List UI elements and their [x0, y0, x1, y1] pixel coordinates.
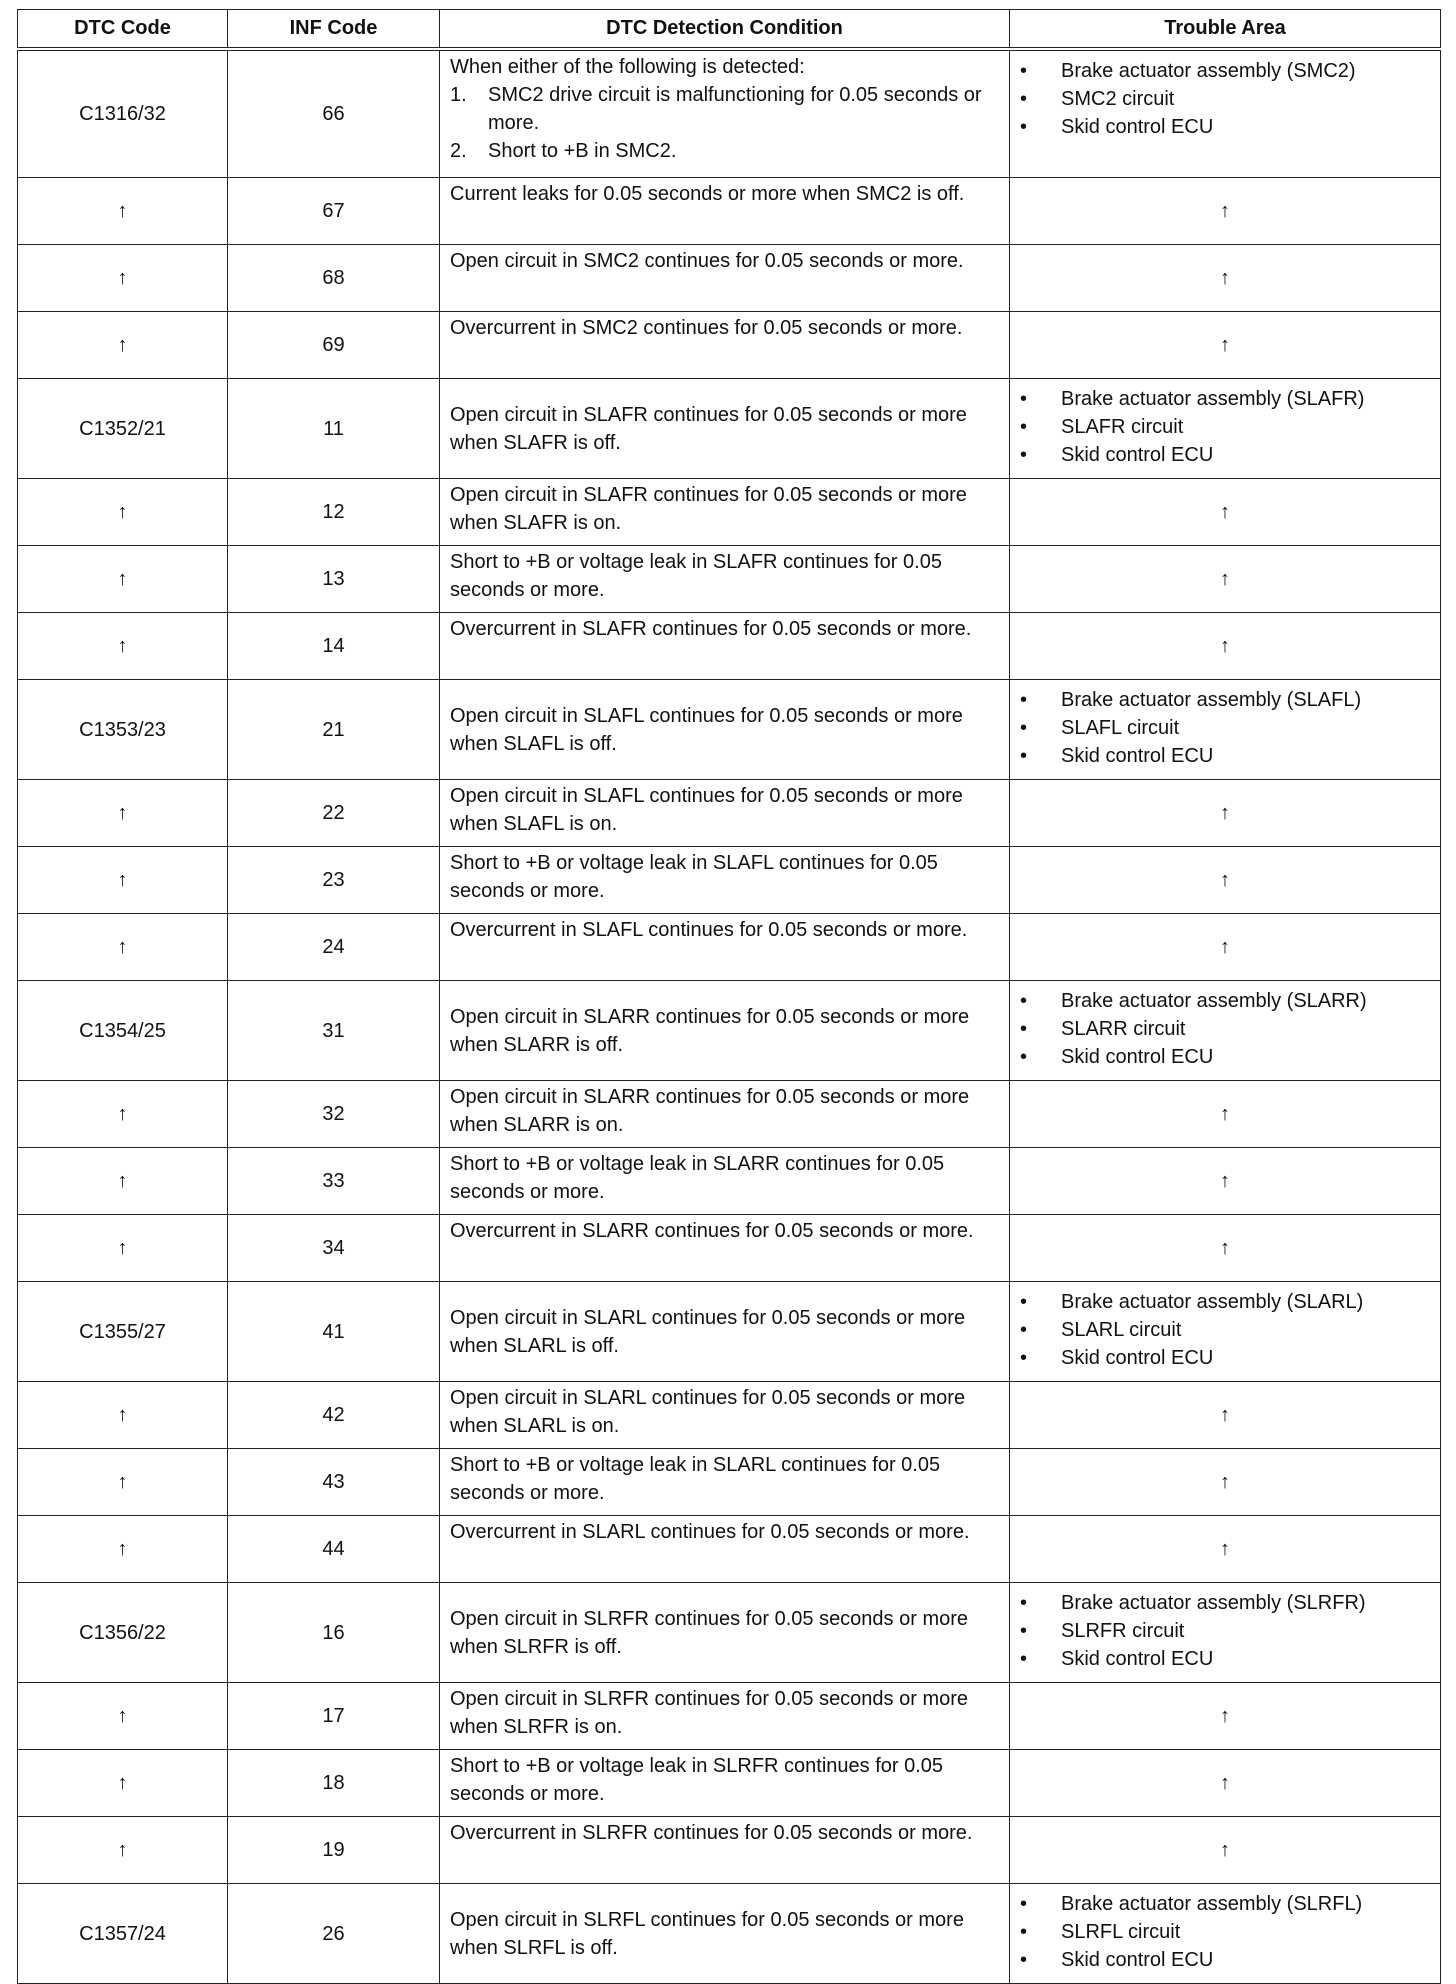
header-trouble-area: Trouble Area	[1010, 10, 1441, 50]
table-row	[18, 1081, 1441, 1148]
same-as-above-mark: ↑	[18, 1516, 228, 1583]
trouble-area-item: • Skid control ECU	[1020, 1043, 1432, 1071]
dtc-code-cell: C1357/24	[18, 1884, 228, 1984]
detection-condition-cell: Open circuit in SLARL continues for 0.05 seconds or more when SLARL is off.	[440, 1282, 1010, 1382]
detection-condition-cell: Open circuit in SLARR continues for 0.05 seconds or more when SLARR is on.	[440, 1081, 1010, 1148]
table-row	[18, 1683, 1441, 1750]
same-as-above-mark: ↑	[1010, 546, 1441, 613]
same-as-above-mark: ↑	[18, 1148, 228, 1215]
same-as-above-mark: ↑	[18, 1081, 228, 1148]
same-as-above-mark: ↑	[18, 1449, 228, 1516]
detection-condition-cell: Open circuit in SLRFL continues for 0.05 seconds or more when SLRFL is off.	[440, 1884, 1010, 1984]
inf-code-cell: 43	[228, 1449, 440, 1516]
dtc-code-cell: C1356/22	[18, 1583, 228, 1683]
same-as-above-mark: ↑	[18, 1683, 228, 1750]
same-as-above-mark: ↑	[1010, 847, 1441, 914]
table-row	[18, 1817, 1441, 1884]
trouble-area-item: • SLAFR circuit	[1020, 413, 1432, 441]
detection-condition-cell: Short to +B or voltage leak in SLAFR continues for 0.05 seconds or more.	[440, 546, 1010, 613]
table-row	[18, 312, 1441, 379]
detection-condition-cell: Open circuit in SLAFL continues for 0.05 seconds or more when SLAFL is on.	[440, 780, 1010, 847]
same-as-above-mark: ↑	[1010, 780, 1441, 847]
inf-code-cell: 14	[228, 613, 440, 680]
same-as-above-mark: ↑	[1010, 1683, 1441, 1750]
detection-condition-cell: Short to +B or voltage leak in SLARR continues for 0.05 seconds or more.	[440, 1148, 1010, 1215]
same-as-above-mark: ↑	[1010, 245, 1441, 312]
header-inf-code: INF Code	[228, 10, 440, 50]
inf-code-cell: 68	[228, 245, 440, 312]
detection-condition-cell: Open circuit in SLARL continues for 0.05 seconds or more when SLARL is on.	[440, 1382, 1010, 1449]
trouble-area-cell	[1010, 49, 1441, 178]
same-as-above-mark: ↑	[18, 1817, 228, 1884]
trouble-area-cell	[1010, 1583, 1441, 1683]
trouble-area-item: • SLRFL circuit	[1020, 1918, 1432, 1946]
same-as-above-mark: ↑	[18, 312, 228, 379]
same-as-above-mark: ↑	[1010, 312, 1441, 379]
table-row	[18, 613, 1441, 680]
table-row	[18, 479, 1441, 546]
table-row	[18, 680, 1441, 780]
detection-condition-cell: Overcurrent in SLARL continues for 0.05 seconds or more.	[440, 1516, 1010, 1583]
same-as-above-mark: ↑	[18, 178, 228, 245]
same-as-above-mark: ↑	[18, 546, 228, 613]
same-as-above-mark: ↑	[1010, 914, 1441, 981]
table-row	[18, 780, 1441, 847]
same-as-above-mark: ↑	[1010, 178, 1441, 245]
detection-condition-cell: Short to +B or voltage leak in SLARL continues for 0.05 seconds or more.	[440, 1449, 1010, 1516]
trouble-area-item: • Brake actuator assembly (SLARR)	[1020, 987, 1432, 1015]
dtc-table	[17, 9, 1441, 1984]
inf-code-cell: 41	[228, 1282, 440, 1382]
table-row	[18, 49, 1441, 178]
table-row	[18, 1884, 1441, 1984]
detection-condition-cell: Open circuit in SLAFL continues for 0.05 seconds or more when SLAFL is off.	[440, 680, 1010, 780]
trouble-area-item: • SMC2 circuit	[1020, 85, 1432, 113]
detection-condition-cell: Overcurrent in SLARR continues for 0.05 seconds or more.	[440, 1215, 1010, 1282]
same-as-above-mark: ↑	[1010, 479, 1441, 546]
detection-condition-cell	[440, 49, 1010, 178]
same-as-above-mark: ↑	[18, 1750, 228, 1817]
inf-code-cell: 26	[228, 1884, 440, 1984]
inf-code-cell: 66	[228, 49, 440, 178]
same-as-above-mark: ↑	[1010, 1516, 1441, 1583]
dtc-code-cell: C1354/25	[18, 981, 228, 1081]
detection-condition-cell: Open circuit in SMC2 continues for 0.05 seconds or more.	[440, 245, 1010, 312]
trouble-area-item: • Brake actuator assembly (SLARL)	[1020, 1288, 1432, 1316]
trouble-area-cell	[1010, 1884, 1441, 1984]
table-row	[18, 379, 1441, 479]
detection-condition-cell: Current leaks for 0.05 seconds or more when SMC2 is off.	[440, 178, 1010, 245]
inf-code-cell: 69	[228, 312, 440, 379]
table-row	[18, 245, 1441, 312]
trouble-area-item: • SLAFL circuit	[1020, 714, 1432, 742]
same-as-above-mark: ↑	[1010, 1750, 1441, 1817]
trouble-area-item: • Brake actuator assembly (SMC2)	[1020, 57, 1432, 85]
trouble-area-item: • SLARR circuit	[1020, 1015, 1432, 1043]
inf-code-cell: 34	[228, 1215, 440, 1282]
same-as-above-mark: ↑	[1010, 1382, 1441, 1449]
header-dtc-code: DTC Code	[18, 10, 228, 50]
dtc-code-cell: C1352/21	[18, 379, 228, 479]
detection-condition-cell: Open circuit in SLARR continues for 0.05 seconds or more when SLARR is off.	[440, 981, 1010, 1081]
trouble-area-item: • Brake actuator assembly (SLRFR)	[1020, 1589, 1432, 1617]
same-as-above-mark: ↑	[1010, 1215, 1441, 1282]
inf-code-cell: 67	[228, 178, 440, 245]
trouble-area-item: • SLARL circuit	[1020, 1316, 1432, 1344]
trouble-area-item: • Brake actuator assembly (SLAFL)	[1020, 686, 1432, 714]
inf-code-cell: 19	[228, 1817, 440, 1884]
condition-item: 1. SMC2 drive circuit is malfunctioning for 0.05 seconds or more.	[450, 84, 982, 134]
condition-intro: When either of the following is detected:	[450, 56, 805, 78]
dtc-code-cell: C1353/23	[18, 680, 228, 780]
detection-condition-cell: Overcurrent in SLAFR continues for 0.05 seconds or more.	[440, 613, 1010, 680]
table-row	[18, 1215, 1441, 1282]
trouble-area-item: • Skid control ECU	[1020, 742, 1432, 770]
detection-condition-cell: Overcurrent in SLRFR continues for 0.05 seconds or more.	[440, 1817, 1010, 1884]
trouble-area-cell	[1010, 680, 1441, 780]
table-row	[18, 1449, 1441, 1516]
same-as-above-mark: ↑	[18, 914, 228, 981]
trouble-area-cell	[1010, 379, 1441, 479]
same-as-above-mark: ↑	[1010, 1148, 1441, 1215]
detection-condition-cell: Open circuit in SLAFR continues for 0.05 seconds or more when SLAFR is off.	[440, 379, 1010, 479]
inf-code-cell: 12	[228, 479, 440, 546]
same-as-above-mark: ↑	[1010, 1449, 1441, 1516]
same-as-above-mark: ↑	[1010, 1817, 1441, 1884]
condition-list	[450, 81, 999, 165]
table-row	[18, 1282, 1441, 1382]
table-row	[18, 1382, 1441, 1449]
table-row	[18, 847, 1441, 914]
same-as-above-mark: ↑	[1010, 1081, 1441, 1148]
table-row	[18, 1516, 1441, 1583]
detection-condition-cell: Overcurrent in SLAFL continues for 0.05 seconds or more.	[440, 914, 1010, 981]
inf-code-cell: 44	[228, 1516, 440, 1583]
same-as-above-mark: ↑	[1010, 613, 1441, 680]
trouble-area-item: • Skid control ECU	[1020, 1645, 1432, 1673]
same-as-above-mark: ↑	[18, 780, 228, 847]
table-row	[18, 1750, 1441, 1817]
dtc-code-cell: C1316/32	[18, 49, 228, 178]
inf-code-cell: 16	[228, 1583, 440, 1683]
same-as-above-mark: ↑	[18, 245, 228, 312]
inf-code-cell: 21	[228, 680, 440, 780]
detection-condition-cell: Open circuit in SLRFR continues for 0.05 seconds or more when SLRFR is off.	[440, 1583, 1010, 1683]
detection-condition-cell: Open circuit in SLRFR continues for 0.05 seconds or more when SLRFR is on.	[440, 1683, 1010, 1750]
header-detection-condition: DTC Detection Condition	[440, 10, 1010, 50]
detection-condition-cell: Short to +B or voltage leak in SLAFL continues for 0.05 seconds or more.	[440, 847, 1010, 914]
trouble-area-item: • SLRFR circuit	[1020, 1617, 1432, 1645]
trouble-area-cell	[1010, 1282, 1441, 1382]
table-row	[18, 1583, 1441, 1683]
same-as-above-mark: ↑	[18, 1215, 228, 1282]
inf-code-cell: 11	[228, 379, 440, 479]
detection-condition-cell: Short to +B or voltage leak in SLRFR continues for 0.05 seconds or more.	[440, 1750, 1010, 1817]
table-row	[18, 1148, 1441, 1215]
inf-code-cell: 33	[228, 1148, 440, 1215]
inf-code-cell: 17	[228, 1683, 440, 1750]
trouble-area-item: • Skid control ECU	[1020, 113, 1432, 141]
inf-code-cell: 13	[228, 546, 440, 613]
inf-code-cell: 18	[228, 1750, 440, 1817]
trouble-area-item: • Skid control ECU	[1020, 1344, 1432, 1372]
trouble-area-cell	[1010, 981, 1441, 1081]
table-row	[18, 546, 1441, 613]
inf-code-cell: 24	[228, 914, 440, 981]
detection-condition-cell: Open circuit in SLAFR continues for 0.05 seconds or more when SLAFR is on.	[440, 479, 1010, 546]
dtc-code-cell: C1355/27	[18, 1282, 228, 1382]
header-row	[18, 10, 1441, 50]
inf-code-cell: 42	[228, 1382, 440, 1449]
same-as-above-mark: ↑	[18, 479, 228, 546]
trouble-area-item: • Brake actuator assembly (SLRFL)	[1020, 1890, 1432, 1918]
trouble-area-item: • Skid control ECU	[1020, 441, 1432, 469]
same-as-above-mark: ↑	[18, 1382, 228, 1449]
table-row	[18, 178, 1441, 245]
table-row	[18, 981, 1441, 1081]
same-as-above-mark: ↑	[18, 613, 228, 680]
trouble-area-item: • Brake actuator assembly (SLAFR)	[1020, 385, 1432, 413]
same-as-above-mark: ↑	[18, 847, 228, 914]
condition-item: 2. Short to +B in SMC2.	[450, 140, 677, 162]
table-row	[18, 914, 1441, 981]
inf-code-cell: 23	[228, 847, 440, 914]
inf-code-cell: 22	[228, 780, 440, 847]
trouble-area-item: • Skid control ECU	[1020, 1946, 1432, 1974]
inf-code-cell: 31	[228, 981, 440, 1081]
inf-code-cell: 32	[228, 1081, 440, 1148]
detection-condition-cell: Overcurrent in SMC2 continues for 0.05 seconds or more.	[440, 312, 1010, 379]
